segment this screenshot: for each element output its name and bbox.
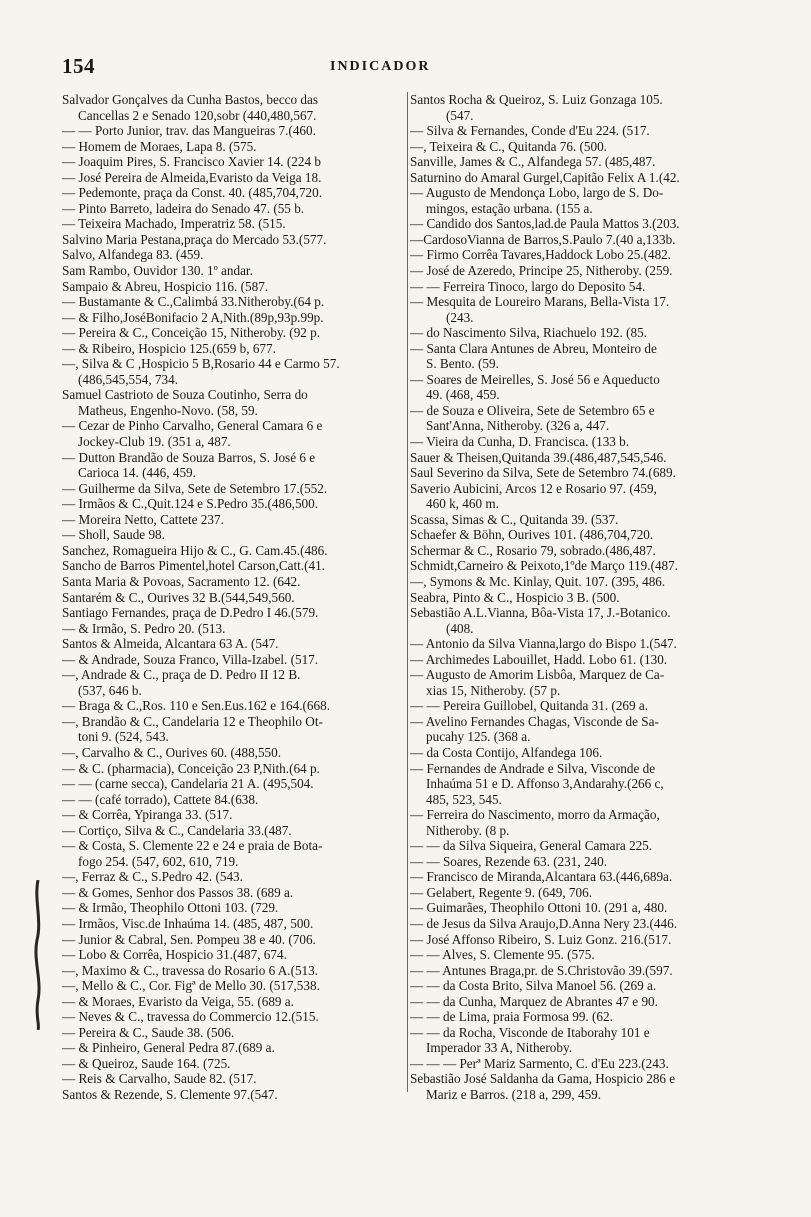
directory-entry-line: pucahy 125. (368 a. (426, 729, 531, 745)
directory-entry-line: Cancellas 2 e Senado 120,sobr (440,480,567. (78, 107, 317, 123)
directory-entry-line: — Junior & Cabral, Sen. Pompeu 38 e 40. (706. (62, 931, 316, 947)
directory-entry-line: — & Queiroz, Saude 164. (725. (62, 1055, 231, 1071)
directory-entry-line: Santos Rocha & Queiroz, S. Luiz Gonzaga 105. (410, 92, 663, 107)
directory-entry-line: — — (carne secca), Candelaria 21 A. (495,504. (62, 776, 314, 792)
directory-entry-line: — Pinto Barreto, ladeira do Senado 47. (55 b. (62, 200, 305, 216)
directory-entry-line: 485, 523, 545. (426, 791, 502, 807)
directory-entry-line: —, Brandão & C., Candelaria 12 e Theophilo Ot- (62, 713, 323, 729)
directory-entry-line: 460 k, 460 m. (426, 496, 499, 512)
directory-entry-line: — José Affonso Ribeiro, S. Luiz Gonz. 216.(517. (410, 931, 672, 947)
directory-entry-line: — & Andrade, Souza Franco, Villa-Izabel. (517. (62, 651, 319, 667)
directory-entry-line: — — Antunes Braga,pr. de S.Christovão 39.(597. (410, 962, 673, 978)
directory-entry-line: Saverio Aubicini, Arcos 12 e Rosario 97. (459, (410, 480, 657, 496)
directory-entry-line: Sebastião A.L.Vianna, Bôa-Vista 17, J.-Botanico. (410, 605, 671, 621)
directory-entry-line: Mariz e Barros. (218 a, 299, 459. (426, 1087, 602, 1102)
directory-entry-line: — & Irmão, S. Pedro 20. (513. (62, 620, 226, 636)
directory-entry-line: — & Costa, S. Clemente 22 e 24 e praia de Bota- (62, 838, 323, 854)
directory-entry-line: — — Pereira Guillobel, Quitanda 31. (269 a. (410, 698, 649, 714)
directory-entry-line: Matheus, Engenho-Novo. (58, 59. (78, 402, 258, 418)
directory-entry-line: Inhaúma 51 e D. Affonso 3,Andarahy.(266 c, (426, 776, 664, 792)
directory-entry-line: —, Ferraz & C., S.Pedro 42. (543. (62, 869, 243, 885)
directory-entry-line: — Irmãos & C.,Quit.124 e S.Pedro 35.(486,500. (62, 496, 319, 512)
directory-entry-line: Carioca 14. (446, 459. (78, 465, 196, 481)
directory-entry-line: Sanchez, Romagueira Hijo & C., G. Cam.45.(486. (62, 542, 328, 558)
directory-entry-line: — — — Perª Mariz Sarmento, C. d'Eu 223.(243. (410, 1055, 669, 1071)
directory-entry-line: Sam Rambo, Ouvidor 130. 1º andar. (62, 263, 253, 279)
directory-entry-line: — Archimedes Labouillet, Hadd. Lobo 61. (130. (410, 651, 668, 667)
directory-entry-line: — Guilherme da Silva, Sete de Setembro 17.(552. (62, 480, 328, 496)
directory-entry-line: — Ferreira do Nascimento, morro da Armação, (410, 807, 660, 823)
directory-entry-line: (486,545,554, 734. (78, 371, 179, 387)
directory-entry-line: — — da Costa Brito, Silva Manoel 56. (269 a. (410, 978, 657, 994)
right-column (410, 92, 775, 1103)
directory-entry-line: Santos & Rezende, S. Clemente 97.(547. (62, 1087, 278, 1102)
directory-entry-line: — Mesquita de Loureiro Marans, Bella-Vista 17. (410, 294, 670, 310)
directory-entry-line: — — (café torrado), Cattete 84.(638. (62, 791, 259, 807)
directory-entry-line: — Dutton Brandão de Souza Barros, S. José 6 e (62, 449, 316, 465)
directory-entry-line: Santa Maria & Povoas, Sacramento 12. (642. (62, 573, 301, 589)
directory-entry-line: Santiago Fernandes, praça de D.Pedro I 46.(579. (62, 605, 319, 621)
directory-entry-line: — Pedemonte, praça da Const. 40. (485,704,720. (62, 185, 323, 201)
directory-entry-line: — — Porto Junior, trav. das Mangueiras 7.(460. (62, 123, 316, 139)
directory-entry-line: — José Pereira de Almeida,Evaristo da Veiga 18. (62, 169, 322, 185)
directory-entry-line: — de Souza e Oliveira, Sete de Setembro 65 e (410, 402, 655, 418)
directory-entry-line: Seabra, Pinto & C., Hospicio 3 B. (500. (410, 589, 620, 605)
directory-entry-line: Sanville, James & C., Alfandega 57. (485,487. (410, 154, 656, 170)
directory-entry-line: — & Gomes, Senhor dos Passos 38. (689 a. (62, 884, 294, 900)
column-divider (407, 92, 408, 1092)
directory-entry-line: — José de Azeredo, Principe 25, Nitheroby. (259. (410, 263, 673, 279)
directory-entry-line: — Cezar de Pinho Carvalho, General Camara 6 e (62, 418, 323, 434)
running-title: INDICADOR (330, 59, 431, 74)
directory-entry-line: fogo 254. (547, 602, 610, 719. (78, 853, 239, 869)
directory-entry-line: (547. (446, 107, 474, 123)
directory-entry-line: Scassa, Simas & C., Quitanda 39. (537. (410, 511, 619, 527)
directory-entry-line: Saturnino do Amaral Gurgel,Capitão Felix A 1.(42. (410, 169, 680, 185)
directory-entry-line: — Cortiço, Silva & C., Candelaria 33.(487. (62, 822, 292, 838)
directory-entry-line: — Fernandes de Andrade e Silva, Visconde de (410, 760, 656, 776)
directory-entry-line: — da Costa Contijo, Alfandega 106. (410, 744, 603, 760)
directory-entry-line: Saul Severino da Silva, Sete de Setembro 74.(689. (410, 465, 676, 481)
page-number: 154 (62, 54, 95, 78)
directory-entry-line: — — da Cunha, Marquez de Abrantes 47 e 90. (410, 993, 658, 1009)
directory-entry-line: — Joaquim Pires, S. Francisco Xavier 14. (224 b (62, 154, 321, 170)
directory-entry-line: — Gelabert, Regente 9. (649, 706. (410, 884, 593, 900)
directory-entry-line: S. Bento. (59. (426, 356, 499, 372)
directory-entry-line: —, Carvalho & C., Ourives 60. (488,550. (62, 744, 282, 760)
directory-entry-line: — & Ribeiro, Hospicio 125.(659 b, 677. (62, 340, 276, 356)
directory-entry-line: — Antonio da Silva Vianna,largo do Bispo 1.(547. (410, 636, 677, 652)
directory-entry-line: — — de Lima, praia Formosa 99. (62. (410, 1009, 613, 1025)
directory-entry-line: —, Maximo & C., travessa do Rosario 6 A.(513. (62, 962, 319, 978)
directory-entry-line: — Braga & C.,Ros. 110 e Sen.Eus.162 e 164.(668. (62, 698, 330, 714)
directory-entry-line: — Firmo Corrêa Tavares,Haddock Lobo 25.(482. (410, 247, 672, 263)
directory-entry-line: Santos & Almeida, Alcantara 63 A. (547. (62, 636, 279, 652)
directory-entry-line: —, Silva & C ,Hospicio 5 B,Rosario 44 e Carmo 57. (62, 356, 340, 372)
directory-entry-line: — Sholl, Saude 98. (62, 527, 165, 543)
directory-entry-line: (537, 646 b. (78, 682, 142, 698)
directory-entry-line: Sancho de Barros Pimentel,hotel Carson,Catt.(41. (62, 558, 325, 574)
directory-entry-line: — Irmãos, Visc.de Inhaúma 14. (485, 487, 500. (62, 915, 314, 931)
directory-entry-line: — Soares de Meirelles, S. José 56 e Aqueducto (410, 371, 660, 387)
directory-entry-line: mingos, estação urbana. (155 a. (426, 200, 593, 216)
directory-entry-line: — Guimarães, Theophilo Ottoni 10. (291 a, 480. (410, 900, 668, 916)
directory-entry-line: — Augusto de Amorim Lisbôa, Marquez de Ca- (410, 667, 665, 683)
directory-entry-line: —CardosoVianna de Barros,S.Paulo 7.(40 a,133b. (410, 231, 676, 247)
directory-entry-line: Sauer & Theisen,Quitanda 39.(486,487,545,546. (410, 449, 667, 465)
directory-entry-line: — Vieira da Cunha, D. Francisca. (133 b. (410, 434, 630, 450)
directory-entry-line: Samuel Castrioto de Souza Coutinho, Serra do (62, 387, 308, 403)
directory-entry-line: Sebastião José Saldanha da Gama, Hospicio 286 e (410, 1071, 676, 1087)
directory-entry-line: (243. (446, 309, 474, 325)
directory-entry-line: — Teixeira Machado, Imperatriz 58. (515. (62, 216, 286, 232)
directory-entry-line: — Francisco de Miranda,Alcantara 63.(446,689a. (410, 869, 673, 885)
directory-entry-line: —, Mello & C., Cor. Figª de Mello 30. (517,538. (62, 978, 320, 994)
directory-entry-line: — Neves & C., travessa do Commercio 12.(515. (62, 1009, 319, 1025)
directory-entry-line: — Bustamante & C.,Calimbá 33.Nitheroby.(64 p. (62, 294, 325, 310)
directory-entry-line: — Candido dos Santos,lad.de Paula Mattos 3.(203. (410, 216, 680, 232)
left-column (62, 92, 404, 1103)
directory-entry-line: Jockey-Club 19. (351 a, 487. (78, 434, 231, 450)
directory-entry-line: — Lobo & Corrêa, Hospicio 31.(487, 674. (62, 947, 287, 963)
directory-entry-line: — — da Rocha, Visconde de Itaborahy 101 e (410, 1024, 650, 1040)
directory-entry-line: (408. (446, 620, 474, 636)
directory-entry-line: Imperador 33 A, Nitheroby. (426, 1040, 573, 1056)
directory-entry-line: — Moreira Netto, Cattete 237. (62, 511, 224, 527)
directory-entry-line: —, Teixeira & C., Quitanda 76. (500. (410, 138, 607, 154)
directory-entry-line: — do Nascimento Silva, Riachuelo 192. (85. (410, 325, 647, 341)
directory-entry-line: — Pereira & C., Saude 38. (506. (62, 1024, 235, 1040)
directory-entry-line: Schmidt,Carneiro & Peixoto,1ºde Março 119.(487. (410, 558, 679, 574)
directory-entry-line: —, Symons & Mc. Kinlay, Quit. 107. (395, 486. (410, 573, 666, 589)
directory-entry-line: — & Irmão, Theophilo Ottoni 103. (729. (62, 900, 279, 916)
directory-entry-line: — — Soares, Rezende 63. (231, 240. (410, 853, 608, 869)
directory-entry-line: — Homem de Moraes, Lapa 8. (575. (62, 138, 257, 154)
directory-entry-line: — Augusto de Mendonça Lobo, largo de S. Do- (410, 185, 664, 201)
directory-entry-line: xias 15, Nitheroby. (57 p. (426, 682, 561, 698)
directory-entry-line: Sant'Anna, Nitheroby. (326 a, 447. (426, 418, 610, 434)
directory-entry-line: Salvador Gonçalves da Cunha Bastos, becco das (62, 92, 318, 107)
directory-entry-line: — Silva & Fernandes, Conde d'Eu 224. (517. (410, 123, 650, 139)
directory-entry-line: — Reis & Carvalho, Saude 82. (517. (62, 1071, 257, 1087)
directory-entry-line: Salvino Maria Pestana,praça do Mercado 53.(577. (62, 231, 327, 247)
page-header (0, 50, 811, 80)
directory-entry-line: toni 9. (524, 543. (78, 729, 169, 745)
directory-entry-line: — & C. (pharmacia), Conceição 23 P,Nith.(64 p. (62, 760, 320, 776)
directory-entry-line: — & Moraes, Evaristo da Veiga, 55. (689 a. (62, 993, 294, 1009)
directory-entry-line: — de Jesus da Silva Araujo,D.Anna Nery 23.(446. (410, 915, 678, 931)
directory-entry-line: — — da Silva Siqueira, General Camara 225. (410, 838, 653, 854)
directory-entry-line: Nitheroby. (8 p. (426, 822, 510, 838)
directory-entry-line: — & Pinheiro, General Pedra 87.(689 a. (62, 1040, 275, 1056)
directory-entry-line: — Avelino Fernandes Chagas, Visconde de Sa- (410, 713, 659, 729)
directory-entry-line: — — Alves, S. Clemente 95. (575. (410, 947, 595, 963)
directory-entry-line: 49. (468, 459. (426, 387, 500, 403)
directory-entry-line: —, Andrade & C., praça de D. Pedro II 12 B. (62, 667, 301, 683)
binding-thread-mark (32, 880, 44, 1030)
directory-entry-line: Sampaio & Abreu, Hospicio 116. (587. (62, 278, 269, 294)
directory-entry-line: — & Filho,JoséBonifacio 2 A,Nith.(89p,93p.99p. (62, 309, 324, 325)
directory-entry-line: — Pereira & C., Conceição 15, Nitheroby. (92 p. (62, 325, 321, 341)
directory-entry-line: Santarém & C., Ourives 32 B.(544,549,560. (62, 589, 295, 605)
directory-entry-line: — — Ferreira Tinoco, largo do Deposito 54. (410, 278, 646, 294)
directory-entry-line: Schaefer & Böhn, Ourives 101. (486,704,720. (410, 527, 654, 543)
directory-entry-line: Schermar & C., Rosario 79, sobrado.(486,487. (410, 542, 656, 558)
directory-entry-line: — Santa Clara Antunes de Abreu, Monteiro de (410, 340, 657, 356)
directory-entry-line: — & Corrêa, Ypiranga 33. (517. (62, 807, 233, 823)
directory-entry-line: Salvo, Alfandega 83. (459. (62, 247, 204, 263)
